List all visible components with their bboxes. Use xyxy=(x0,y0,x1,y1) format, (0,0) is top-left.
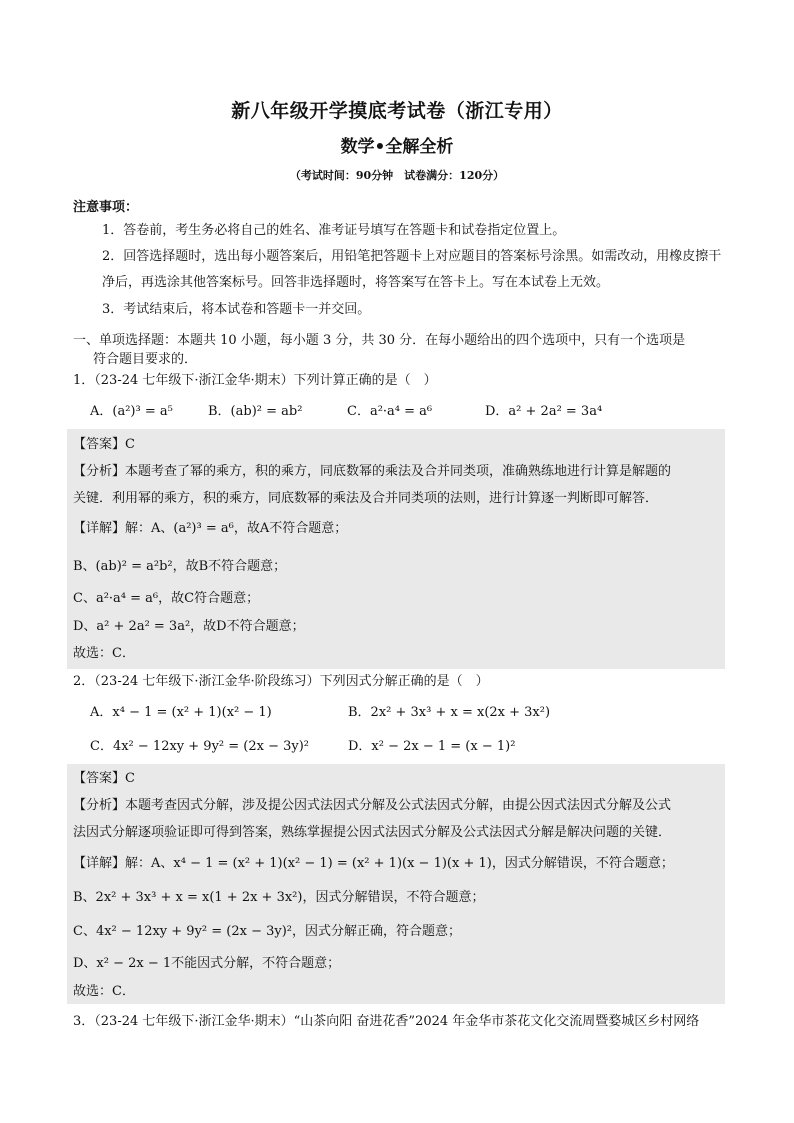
q2-choose: 故选：C． xyxy=(73,984,135,999)
q1-detail-a: 【详解】解：A、(a²)³ = a⁶，故A不符合题意； xyxy=(73,521,348,536)
q1-answer: 【答案】C xyxy=(73,437,135,452)
section-heading-line2: 符合题目要求的． xyxy=(93,352,198,367)
page-subtitle: 数学•全解全析 xyxy=(340,137,454,157)
q1-detail-b: B、(ab)² = a²b²，故B不符合题意； xyxy=(73,559,287,574)
exam-meta: （考试时间：90分钟 试卷满分：120分） xyxy=(289,169,505,182)
q2-option-a: A．x⁴ − 1 = (x² + 1)(x² − 1) xyxy=(90,705,272,720)
q1-analysis-line2: 关键．利用幂的乘方，积的乘方，同底数幂的乘法及合并同类项的法则，进行计算逐一判断即可解答． xyxy=(73,491,659,506)
notice-item-3: 3．考试结束后，将本试卷和答题卡一并交回。 xyxy=(102,302,371,317)
q3-stem: 3．（23-24 七年级下·浙江金华·期末）“山茶向阳 奋进花香”2024 年金华市茶花文化交流周暨婺城区乡村网络 xyxy=(73,1014,700,1029)
q1-choose: 故选：C． xyxy=(73,646,135,661)
q2-stem: 2．（23-24 七年级下·浙江金华·阶段练习）下列因式分解正确的是（ ） xyxy=(73,674,489,689)
q2-option-b: B．2x² + 3x³ + x = x(2x + 3x²) xyxy=(348,705,551,720)
q2-detail-b: B、2x² + 3x³ + x = x(1 + 2x + 3x²)，因式分解错误，不符合题意； xyxy=(73,890,485,905)
notice-item-1: 1．答卷前，考生务必将自己的姓名、准考证号填写在答题卡和试卷指定位置上。 xyxy=(102,223,566,238)
q2-answer: 【答案】C xyxy=(73,771,135,786)
q1-option-c: C．a²·a⁴ = a⁶ xyxy=(347,404,433,419)
notice-item-2 xyxy=(102,244,724,296)
notice-item-2-text: 2．回答选择题时，选出每小题答案后，用铅笔把答题卡上对应题目的答案标号涂黑。如需改动，用橡皮擦干净后，再选涂其他答案标号。回答非选择题时，将答案写在答卡上。写在本试卷上无效。 xyxy=(102,249,722,290)
q2-detail-d: D、x² − 2x − 1不能因式分解，不符合题意； xyxy=(73,956,341,971)
q1-detail-c: C、a²·a⁴ = a⁶，故C符合题意； xyxy=(73,591,260,606)
q1-option-a: A．(a²)³ = a⁵ xyxy=(90,404,173,419)
page-title: 新八年级开学摸底考试卷（浙江专用） xyxy=(231,100,563,122)
q2-analysis-line2: 法因式分解逐项验证即可得到答案，熟练掌握提公因式法因式分解及公式法因式分解是解决问题的关键． xyxy=(73,825,672,840)
q1-option-d: D．a² + 2a² = 3a⁴ xyxy=(485,404,603,419)
section-heading-line1: 一、单项选择题：本题共 10 小题，每小题 3 分，共 30 分．在每小题给出的四个选项中，只有一个选项是 xyxy=(73,333,686,348)
q1-analysis-line1: 【分析】本题考查了幂的乘方，积的乘方，同底数幂的乘法及合并同类项，准确熟练地进行计算是解题的 xyxy=(73,464,672,479)
q1-detail-d: D、a² + 2a² = 3a²，故D不符合题意； xyxy=(73,619,305,634)
q1-stem: 1．（23-24 七年级下·浙江金华·期末）下列计算正确的是（ ） xyxy=(73,373,437,388)
q1-option-b: B．(ab)² = ab² xyxy=(208,404,303,419)
q2-detail-c: C、4x² − 12xy + 9y² = (2x − 3y)²，因式分解正确，符合题意； xyxy=(73,924,462,939)
q2-detail-a: 【详解】解：A、x⁴ − 1 = (x² + 1)(x² − 1) = (x² + 1)(x − 1)(x + 1)，因式分解错误，不符合题意； xyxy=(73,856,674,871)
q2-analysis-line1: 【分析】本题考查因式分解，涉及提公因式法因式分解及公式法因式分解，由提公因式法因式分解及公式 xyxy=(73,798,672,813)
notice-heading: 注意事项： xyxy=(73,200,139,215)
q2-option-d: D．x² − 2x − 1 = (x − 1)² xyxy=(348,739,516,754)
q2-option-c: C．4x² − 12xy + 9y² = (2x − 3y)² xyxy=(90,739,310,754)
section-heading xyxy=(73,331,728,369)
